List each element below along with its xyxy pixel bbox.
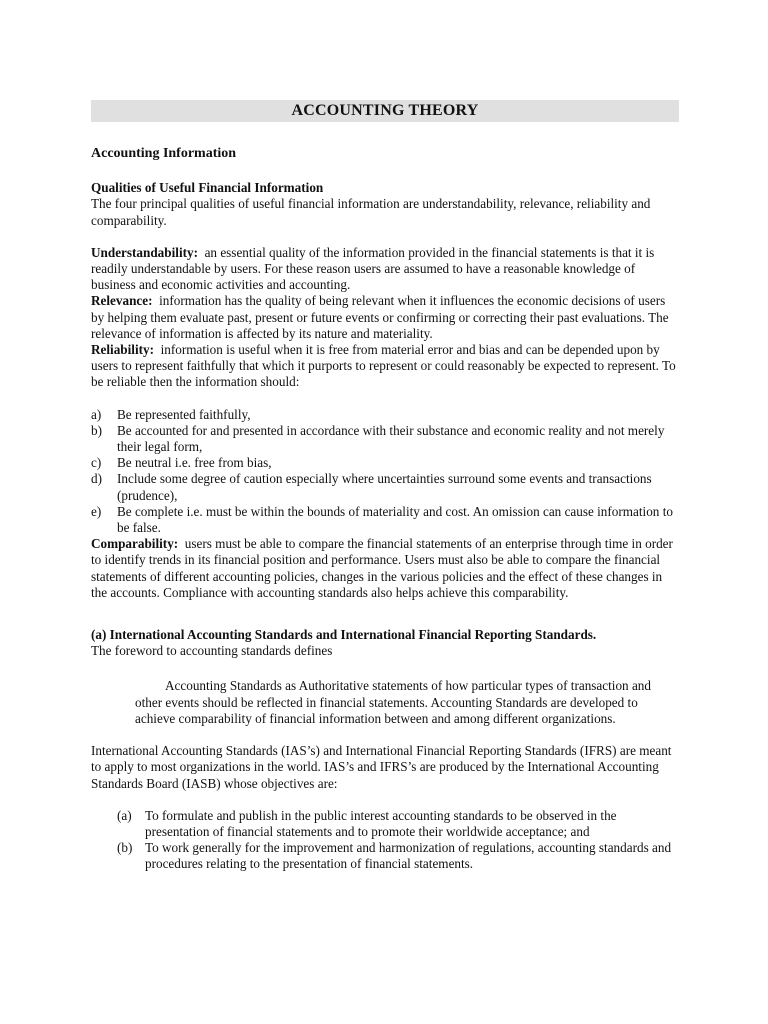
term-reliability: Reliability: (91, 342, 155, 358)
ias-ifrs-paragraph: International Accounting Standards (IAS’s) and International Financial Reporting Standards (IFRS) are meant to apply to most organizations in the world. IAS’s and IFRS’s are produced by the International Accounting Standards Board (IASB) whose objectives are: (91, 743, 672, 791)
list-marker: e) (91, 503, 102, 519)
iasb-objectives-list (91, 808, 679, 873)
list-item-text: To work generally for the improvement and harmonization of regulations, accounting standards and procedures relating to the presentation of financial statements. (145, 840, 672, 872)
list-item (91, 840, 679, 872)
comparability-paragraph (91, 536, 679, 601)
list-item-text: Include some degree of caution especially where uncertainties surround some events and transactions (prudence), (117, 471, 652, 503)
heading-qualities: Qualities of Useful Financial Information (91, 180, 324, 196)
list-item-text: Be complete i.e. must be within the bounds of materiality and cost. An omission can cause information to be false. (117, 503, 673, 536)
term-relevance: Relevance: (91, 293, 153, 309)
relevance-text: information has the quality of being relevant when it influences the economic decisions of users by helping them evaluate past, present or future events or confirming or correcting their past evaluations. The relevance of information is affected by its nature and materiality. (91, 293, 669, 341)
list-marker: (b) (117, 840, 133, 856)
term-comparability: Comparability: (91, 536, 179, 552)
list-item-text: Be represented faithfully, (117, 406, 251, 422)
list-marker: a) (91, 406, 102, 422)
understandability-paragraph (91, 245, 679, 294)
list-item-text: Be accounted for and presented in accordance with their substance and economic reality and not merely their legal form, (117, 422, 665, 455)
list-marker: d) (91, 471, 102, 487)
list-item (91, 423, 679, 455)
standards-definition-quote: Accounting Standards as Authoritative statements of how particular types of transaction and other events should be reflected in financial statements. Accounting Standards are developed to achieve comparability of financial information between and among different organizations. (135, 678, 651, 726)
list-marker: b) (91, 422, 102, 438)
comparability-text: users must be able to compare the financial statements of an enterprise through time in order to identify trends in its financial position and performance. Users must also be able to compare the financial statements of different accounting policies, changes in the various policies and the effect of these changes in the accounts. Compliance with accounting standards also helps achieve this comparability. (91, 536, 673, 600)
document-title: ACCOUNTING THEORY (91, 100, 679, 122)
list-marker: (a) (117, 807, 132, 823)
list-item-text: Be neutral i.e. free from bias, (117, 455, 272, 471)
reliability-paragraph (91, 342, 679, 391)
term-understandability: Understandability: (91, 244, 198, 260)
list-item (91, 808, 679, 840)
list-marker: c) (91, 455, 102, 471)
list-item (91, 455, 679, 471)
reliability-list (91, 407, 679, 537)
spacer (91, 391, 679, 407)
reliability-text: information is useful when it is free from material error and bias and can be depended upon by users to represent faithfully that which it purports to represent or could reasonably be expected to represent. To be reliable then the information should: (91, 342, 676, 390)
spacer (91, 229, 679, 245)
list-item (91, 504, 679, 536)
understandability-text: an essential quality of the information provided in the financial statements is that it is readily understandable by users. For these reason users are assumed to have a reasonable knowledge of business and economic activities and accounting. (91, 244, 655, 293)
document-content (91, 100, 679, 873)
spacer (91, 727, 679, 743)
foreword-intro: The foreword to accounting standards defines (91, 643, 333, 659)
qualities-intro: The four principal qualities of useful financial information are understandability, relevance, reliability and comparability. (91, 196, 651, 228)
list-item (91, 407, 679, 423)
heading-accounting-information: Accounting Information (91, 146, 237, 161)
list-item (91, 471, 679, 503)
list-item-text: To formulate and publish in the public interest accounting standards to be observed in the presentation of financial statements and to promote their worldwide acceptance; and (145, 807, 617, 839)
heading-international-standards: (a) International Accounting Standards and International Financial Reporting Standards. (91, 627, 597, 643)
relevance-paragraph (91, 293, 679, 342)
